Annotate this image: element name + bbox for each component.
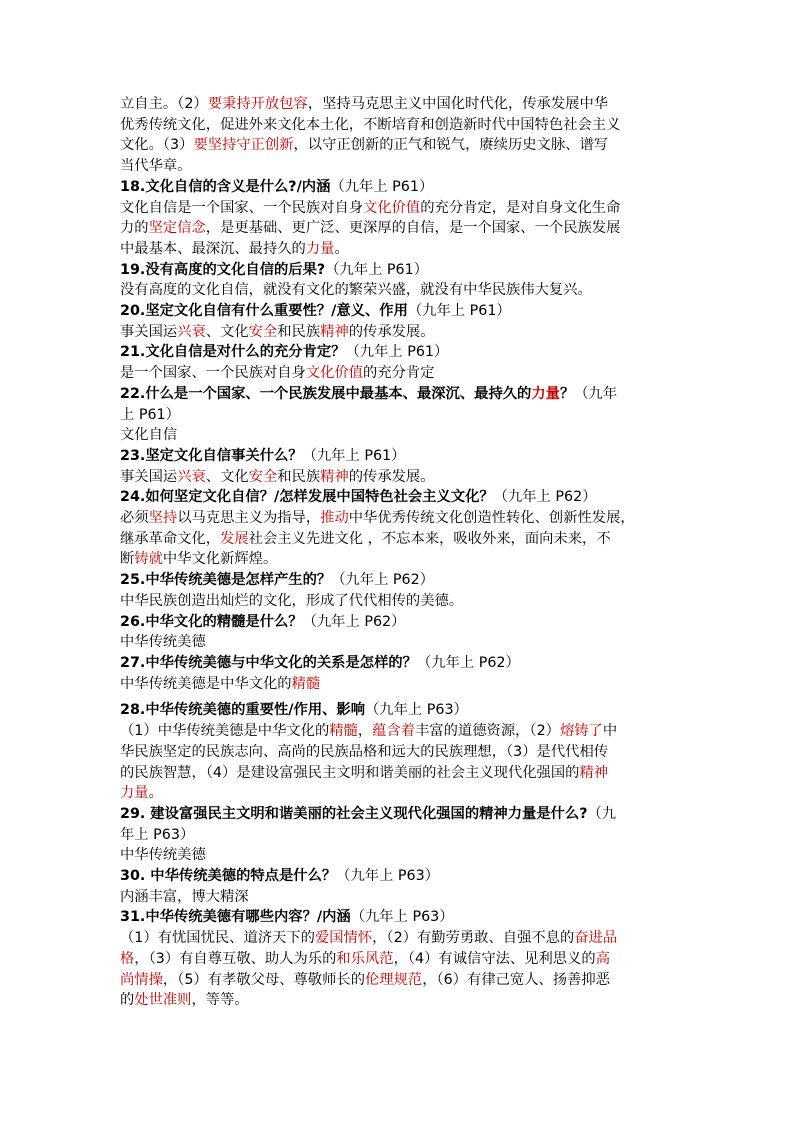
- page-reference: （九: [587, 805, 617, 822]
- text-line: [120, 198, 676, 219]
- text-line: [120, 94, 676, 115]
- text-line: [120, 508, 676, 529]
- text-segment: 文化。（3）: [120, 137, 194, 154]
- text-segment: 中华传统美德: [120, 847, 206, 864]
- text-segment: 中最基本、最深沉、最持久的: [120, 240, 306, 257]
- text-segment: ，以守正创新的正气和锐气，赓续历史文脉、谱写: [293, 137, 609, 154]
- text-segment: 没有高度的文化自信，就没有文化的繁荣兴盛，就没有中华民族伟大复兴。: [120, 282, 592, 299]
- answer-paragraph: [120, 425, 676, 446]
- key-term-highlight: 铸就: [134, 551, 163, 568]
- text-segment: 的充分肯定，是对自身文化生命: [420, 199, 621, 216]
- text-line: [120, 825, 676, 846]
- key-term-highlight: 熔铸了: [559, 723, 603, 740]
- text-segment: 24.如何坚定文化自信？/怎样发展中国特色社会主义文化？: [120, 489, 494, 506]
- text-segment: 事关国运: [120, 468, 178, 485]
- text-segment: ，（6）有律己宽人、扬善抑恶: [422, 971, 610, 988]
- answer-paragraph: [120, 721, 676, 804]
- answer-paragraph: [120, 674, 676, 695]
- answer-paragraph: [120, 508, 676, 570]
- page-reference: 上 P61）: [120, 406, 180, 423]
- question-heading: [120, 342, 676, 363]
- question-heading: [120, 384, 676, 425]
- text-segment: ，坚持马克思主义中国化时代化，传承发展中华: [307, 96, 609, 112]
- page-reference: （九年上 P61）: [325, 261, 429, 278]
- key-term-highlight: 处世准则: [134, 992, 192, 1009]
- text-line: [120, 156, 676, 177]
- text-segment: 29. 建设富强民主文明和谐美丽的社会主义现代化强国的精神力量是什么?: [120, 805, 588, 822]
- page-reference: （九年上 P63）: [365, 702, 468, 719]
- text-segment: 、文化: [205, 468, 249, 485]
- key-term-highlight: 蕴含着: [372, 723, 416, 740]
- question-heading: [120, 653, 676, 674]
- question-heading: [120, 487, 676, 508]
- text-segment: 、文化: [205, 323, 249, 340]
- page-reference: （九年上 P61）: [302, 447, 406, 464]
- text-line: [120, 721, 676, 742]
- key-term-highlight: 安全: [248, 323, 278, 340]
- text-line: [120, 632, 676, 653]
- text-line: [120, 342, 676, 363]
- key-term-highlight: 格: [120, 950, 135, 967]
- page-reference: （九年上 P62）: [416, 654, 520, 671]
- text-line: [120, 177, 676, 198]
- question-heading: [120, 804, 676, 845]
- text-segment: ，（3）有自尊互敬、助人为乐的: [134, 950, 337, 967]
- answer-paragraph: [120, 280, 676, 301]
- text-line: [120, 783, 676, 804]
- answer-paragraph: [120, 467, 676, 488]
- key-term-highlight: 精神: [320, 468, 349, 485]
- text-segment: 必须: [120, 510, 149, 527]
- text-segment: 文化自信是一个国家、一个民族对自身: [120, 199, 364, 216]
- text-segment: ，是更基础、更广泛、更深厚的自信，是一个国家、一个民族发展: [205, 220, 621, 237]
- text-segment: ？: [559, 385, 575, 402]
- answer-paragraph: [120, 887, 676, 908]
- text-line: [120, 549, 676, 570]
- text-segment: 中华优秀传统文化创造性转化、创新性发展，: [348, 510, 635, 527]
- page-reference: （九年: [574, 385, 618, 402]
- page-reference: （九年上 P63）: [336, 868, 440, 885]
- answer-paragraph: [120, 591, 676, 612]
- text-segment: 中华传统美德是中华文化的: [120, 675, 292, 692]
- text-line: [120, 700, 676, 721]
- text-segment: 丰富的道德资源，（2）: [415, 723, 560, 740]
- page-reference: 年上 P63）: [120, 826, 195, 843]
- question-heading: [120, 866, 676, 887]
- text-line: [120, 612, 676, 633]
- text-line: [120, 845, 676, 866]
- question-heading: [120, 301, 676, 322]
- answer-paragraph: [120, 94, 676, 177]
- text-segment: 中华文化新辉煌。: [162, 551, 278, 568]
- text-line: [120, 804, 676, 825]
- text-segment: 和民族: [277, 323, 321, 340]
- key-term-highlight: 坚持: [148, 510, 178, 527]
- page-reference: （九年上 P61）: [345, 344, 449, 361]
- key-term-highlight: 精髓: [329, 723, 358, 740]
- text-line: [120, 866, 676, 887]
- text-line: [120, 405, 676, 426]
- text-line: [120, 907, 676, 928]
- text-segment: 22.什么是一个国家、一个民族发展中最基本、最深沉、最持久的: [120, 385, 532, 402]
- key-term-highlight: 坚定信念: [148, 220, 206, 237]
- text-segment: 文化自信: [120, 427, 178, 444]
- text-segment: 社会主义先进文化 ，不忘本来，吸收外来，面向未来，不: [248, 530, 611, 547]
- page-reference: （九年上 P63）: [350, 909, 454, 926]
- text-line: [120, 301, 676, 322]
- text-segment: 31.中华传统美德有哪些内容？/内涵: [120, 909, 351, 926]
- text-line: [120, 260, 676, 281]
- text-segment: 内涵丰富，博大精深: [120, 888, 249, 905]
- question-heading: [120, 612, 676, 633]
- text-segment: ，（4）有诚信守法、见利思义的: [393, 950, 596, 967]
- text-line: [120, 887, 676, 908]
- text-segment: 27.中华传统美德与中华文化的关系是怎样的？: [120, 654, 417, 671]
- answer-paragraph: [120, 928, 676, 1011]
- key-term-highlight: 力量: [531, 385, 560, 402]
- text-segment: 华民族坚定的民族志向、高尚的民族品格和远大的民族理想，（3）是代代相传: [120, 743, 609, 760]
- key-term-highlight: 和乐风范: [336, 950, 394, 967]
- text-line: [120, 363, 676, 384]
- key-term-highlight: 推动: [320, 510, 349, 527]
- text-segment: 的: [120, 992, 135, 1009]
- key-term-highlight: 安全: [248, 468, 278, 485]
- key-term-highlight: 兴衰: [177, 323, 206, 340]
- text-segment: 和民族: [277, 468, 321, 485]
- text-segment: 18.文化自信的含义是什么?/内涵: [120, 178, 331, 195]
- text-line: [120, 239, 676, 260]
- text-segment: 25.中华传统美德是怎样产生的？: [120, 572, 332, 589]
- text-segment: 。: [148, 785, 163, 802]
- text-segment: （1）中华传统美德是中华文化的: [120, 723, 330, 740]
- text-segment: 中华民族创造出灿烂的文化，形成了代代相传的美德。: [120, 592, 464, 609]
- text-segment: 20.坚定文化自信有什么重要性？/意义、作用: [120, 303, 408, 320]
- key-term-highlight: 精髓: [291, 675, 321, 692]
- answer-paragraph: [120, 363, 676, 384]
- key-term-highlight: 兴衰: [177, 468, 206, 485]
- text-segment: 事关国运: [120, 323, 178, 340]
- text-segment: 力的: [120, 220, 149, 237]
- question-heading: [120, 907, 676, 928]
- text-segment: 中华传统美德: [120, 634, 206, 651]
- key-term-highlight: 力量: [305, 240, 335, 257]
- page-reference: （九年上 P61）: [407, 303, 511, 320]
- text-segment: 继承革命文化，: [120, 530, 221, 547]
- page-reference: （九年上 P62）: [331, 572, 435, 589]
- text-segment: 28.中华传统美德的重要性/作用、影响: [120, 702, 365, 719]
- key-term-highlight: 尚情操: [120, 971, 163, 988]
- text-line: [120, 674, 676, 695]
- text-line: [120, 928, 676, 949]
- key-term-highlight: 力量: [120, 785, 149, 802]
- question-heading: [120, 260, 676, 281]
- text-segment: 的民族智慧，（4）是建设富强民主文明和谐美丽的社会主义现代化强国的: [120, 764, 580, 781]
- text-line: [120, 322, 676, 343]
- key-term-highlight: 文化价值: [305, 365, 364, 382]
- text-line: [120, 742, 676, 763]
- text-segment: 中: [602, 723, 618, 740]
- text-segment: 优秀传统文化，促进外来文化本土化，不断培育和创造新时代中国特色社会主义: [120, 116, 621, 133]
- text-line: [120, 487, 676, 508]
- key-term-highlight: 要秉持开放包容: [207, 96, 308, 112]
- text-segment: 是一个国家、一个民族对自身: [120, 365, 306, 382]
- text-segment: ，等等。: [191, 992, 249, 1009]
- text-segment: 。: [334, 240, 349, 257]
- text-segment: ，（2）有勤劳勇敢、自强不息的: [372, 930, 575, 947]
- key-term-highlight: 奋进品: [574, 930, 618, 947]
- answer-paragraph: [120, 845, 676, 866]
- text-line: [120, 591, 676, 612]
- text-segment: 的充分肯定: [363, 365, 435, 382]
- text-line: [120, 425, 676, 446]
- text-line: [120, 384, 676, 405]
- key-term-highlight: 精神: [579, 764, 609, 781]
- text-line: [120, 529, 676, 550]
- key-term-highlight: 爱国情怀: [314, 930, 373, 947]
- page-reference: （九年上 P61）: [330, 178, 434, 195]
- text-segment: 的传承发展。: [348, 323, 435, 340]
- text-segment: 当代华章。: [120, 158, 192, 175]
- text-segment: 立自主。（2）: [120, 96, 208, 112]
- question-heading: [120, 177, 676, 198]
- question-heading: [120, 700, 676, 721]
- key-term-highlight: 文化价值: [363, 199, 421, 216]
- text-line: [120, 467, 676, 488]
- text-segment: 的传承发展。: [348, 468, 435, 485]
- text-segment: 21.文化自信是对什么的充分肯定？: [120, 344, 346, 361]
- text-line: [120, 218, 676, 239]
- text-line: [120, 763, 676, 784]
- text-line: [120, 653, 676, 674]
- key-term-highlight: 精神: [320, 323, 349, 340]
- text-segment: 23.坚定文化自信事关什么？: [120, 447, 303, 464]
- text-segment: （1）有忧国忧民、道济天下的: [120, 930, 315, 947]
- text-line: [120, 570, 676, 591]
- key-term-highlight: 高: [595, 950, 610, 967]
- document-page: [120, 94, 676, 1011]
- page-reference: （九年上 P62）: [493, 489, 597, 506]
- page-reference: （九年上 P62）: [302, 613, 406, 630]
- text-line: [120, 135, 676, 156]
- text-segment: 断: [120, 551, 135, 568]
- key-term-highlight: 要坚持守正创新: [193, 137, 294, 154]
- text-line: [120, 990, 676, 1011]
- text-segment: 26.中华文化的精髓是什么？: [120, 613, 303, 630]
- answer-paragraph: [120, 198, 676, 260]
- text-segment: ，（5）有孝敬父母、尊敬师长的: [162, 971, 365, 988]
- question-heading: [120, 570, 676, 591]
- text-line: [120, 280, 676, 301]
- text-segment: 以马克思主义为指导，: [177, 510, 321, 527]
- text-line: [120, 115, 676, 136]
- key-term-highlight: 伦理规范: [365, 971, 423, 988]
- text-segment: 19.没有高度的文化自信的后果?: [120, 261, 326, 278]
- text-segment: ，: [357, 723, 373, 740]
- text-line: [120, 446, 676, 467]
- answer-paragraph: [120, 632, 676, 653]
- question-heading: [120, 446, 676, 467]
- text-segment: 30. 中华传统美德的特点是什么？: [120, 868, 337, 885]
- key-term-highlight: 发展: [220, 530, 249, 547]
- text-line: [120, 949, 676, 970]
- text-line: [120, 970, 676, 991]
- answer-paragraph: [120, 322, 676, 343]
